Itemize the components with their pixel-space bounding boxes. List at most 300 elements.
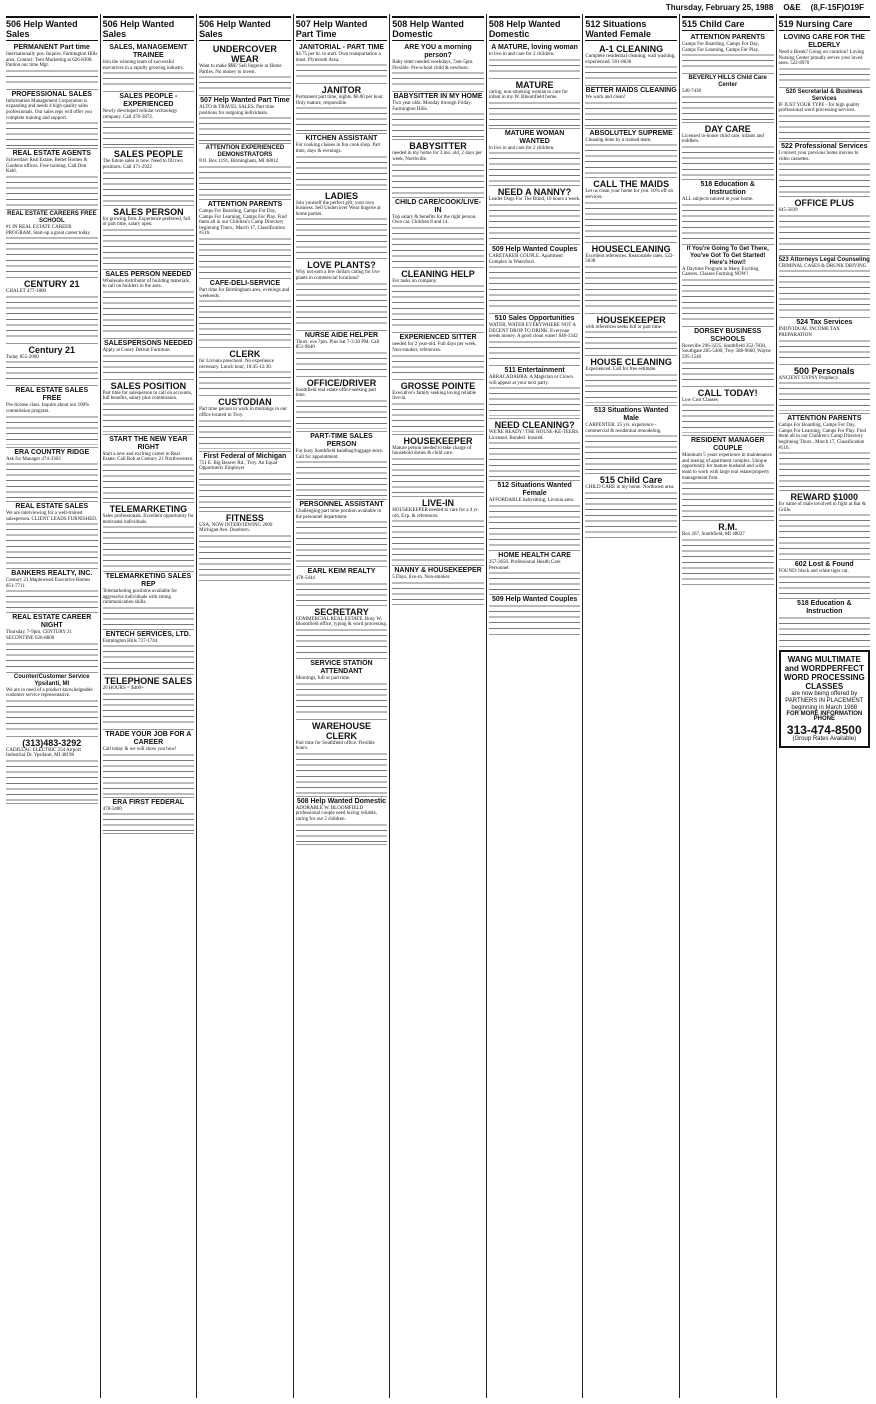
classified-ad: [103, 206, 195, 270]
ad-title: MATURE WOMAN WANTED: [504, 129, 565, 145]
ad-filler-text: [585, 143, 677, 175]
ad-filler-text: [392, 226, 484, 265]
ad-filler-text: [296, 752, 388, 794]
ad-filler-text: [103, 463, 195, 500]
ad-filler-text: [392, 402, 484, 432]
folio-date: Thursday, February 25, 1988: [665, 3, 774, 12]
ad-title: 500 Personals: [794, 365, 855, 376]
ad-filler-text: [6, 121, 98, 146]
classified-ad: [103, 572, 195, 630]
ad-filler-text: [682, 203, 774, 242]
column-5: [390, 14, 487, 1398]
ad-filler-text: [489, 58, 581, 76]
ad-filler-text: [296, 682, 388, 717]
ad-filler-text: [585, 330, 677, 353]
classified-ad: [779, 142, 871, 197]
ad-title: CALL THE MAIDS: [593, 179, 670, 190]
ad-filler-text: [199, 75, 291, 93]
column-9: [777, 14, 873, 1398]
ad-filler-text: [682, 278, 774, 324]
ad-filler-text: [392, 457, 484, 494]
ad-body: AFFORDABLE babysitting, Livonia area.: [488, 498, 574, 504]
ad-body: Permanent part time, nights. $6.00 per hour. Only mature, responsible.: [295, 95, 384, 106]
classified-ad: [296, 190, 388, 260]
ad-body: Executive's family seeking loving reliable live-in.: [392, 390, 477, 402]
ad-title: 520 Secretarial & Business Services: [785, 88, 863, 102]
ad-filler-text: [199, 299, 291, 345]
ad-filler-text: [489, 504, 581, 548]
ad-filler-text: [779, 114, 871, 139]
classified-ad: [296, 659, 388, 720]
ad-body: We are interviewing for a well-trained salesperson. CLIENT LEADS FURNISHED.: [6, 511, 98, 522]
wang-info: FOR MORE INFORMATION PHONE: [786, 710, 863, 723]
section-header: 507 Help Wanted Part Time: [296, 16, 388, 41]
ad-body: FOUND: black and white tiger cat.: [778, 569, 849, 575]
ad-title: EARL KEIM REALTY: [307, 568, 376, 576]
ad-title: SALESPERSONS NEEDED: [104, 339, 193, 347]
classified-ad: [296, 259, 388, 330]
ad-body: ABRACADABRA. A Magician or Clown will appear at your next party.: [488, 374, 573, 386]
ad-filler-text: [585, 491, 677, 535]
ad-body: Pre-license class. Inquire about our 100% commission program.: [6, 403, 90, 414]
ad-title: 513 Situations Wanted Male: [593, 406, 669, 422]
ad-body: Start a new and exciting career in Real Estate. Call Bob at Century 21 Northwestern.: [102, 451, 194, 463]
column-1: [4, 14, 101, 1398]
classified-ad: [6, 569, 98, 613]
ad-body: Baby sitter needed weekdays, 7am-5pm. Flexible. Pre-school child & newborn.: [392, 60, 474, 71]
ad-filler-text: [199, 116, 291, 141]
ad-title: REAL ESTATE SALES: [15, 503, 89, 511]
ad-title: PROFESSIONAL SALES: [11, 90, 92, 98]
ad-title: JANITOR: [321, 85, 362, 96]
classified-ad: [682, 387, 774, 437]
classified-ad: [6, 149, 98, 210]
ad-body: Part time for salesperson to call on accounts, full benefits, salary plus commission.: [102, 390, 192, 402]
section-header: 506 Help Wanted Sales: [6, 16, 98, 41]
ad-filler-text: [779, 381, 871, 411]
ad-body: CADILLAC ELECTRIC 254 Airport Industrial Dr. Ypsilanti, MI 48198: [6, 747, 81, 759]
classified-ad: [296, 134, 388, 189]
ad-body: CRIMINAL CASES & DRUNK DRIVING: [778, 263, 867, 269]
ad-filler-text: [779, 339, 871, 362]
classified-ad: [489, 551, 581, 595]
ad-body: COMMERCIAL REAL ESTATE. Busy W. Bloomfield office, typing & word processing.: [295, 616, 388, 628]
ad-body: Join the winning team of successful executives in a rapidly growing industry.: [102, 60, 185, 71]
ad-body: Sales professionals. Excellent opportunity for motivated individuals.: [102, 513, 194, 525]
ad-title: OFFICE/DRIVER: [306, 377, 377, 388]
classified-ad: [103, 339, 195, 380]
ad-title: SALES PERSON NEEDED: [105, 270, 192, 278]
ad-body: 357-3650. Professional Health Care Personnel: [488, 559, 561, 571]
classified-ad: [296, 43, 388, 84]
ad-title: ERA FIRST FEDERAL: [112, 798, 185, 806]
ad-filler-text: [103, 753, 195, 795]
ad-title: REAL ESTATE CAREERS FREE SCHOOL: [7, 210, 97, 224]
ad-body: Roseville 296-3225, Southfield 352-7830, Southgate 285-5400, Troy 588-9660, Wayne 595-1540: [681, 343, 771, 360]
classified-ad: [199, 396, 291, 451]
ad-filler-text: [296, 582, 388, 603]
ad-filler-text: [199, 534, 291, 578]
ad-body: $4.75 per hr. to start. Own transportation a must. Plymouth Area.: [295, 52, 381, 63]
classified-ad: [103, 798, 195, 835]
ad-title: SALES PEOPLE - EXPERIENCED: [119, 93, 178, 109]
ad-title: A-1 CLEANING: [599, 44, 664, 54]
ad-body: I convert your previous home movies to video cassettes.: [778, 150, 859, 162]
ad-title: PART-TIME SALES PERSON: [310, 432, 373, 448]
ad-filler-text: [585, 101, 677, 126]
ad-title: Counter/Customer Service Ypsilanti, MI: [13, 673, 90, 687]
ad-title: REAL ESTATE CAREER NIGHT: [12, 614, 92, 630]
ad-body: Part time for Southfield office. Flexible hours.: [295, 740, 375, 752]
section-header: 519 Nursing Care: [779, 16, 871, 31]
ad-filler-text: [585, 265, 677, 311]
ad-filler-text: [682, 361, 774, 384]
classified-ad: [682, 245, 774, 327]
section-header: 508 Help Wanted Domestic: [489, 16, 581, 41]
ad-title: UNDERCOVER WEAR: [212, 44, 277, 64]
classified-ad: [779, 365, 871, 415]
ad-filler-text: [585, 434, 677, 471]
ad-filler-text: [103, 71, 195, 89]
folio-section: O&E: [783, 3, 801, 12]
ad-title: 511 Entertainment: [504, 366, 565, 374]
classified-ad: [489, 481, 581, 551]
ad-title: CAFE-DELI-SERVICE: [209, 279, 281, 287]
ad-title: SALES POSITION: [110, 380, 187, 391]
classified-ad: [392, 140, 484, 197]
classified-ad: [585, 86, 677, 129]
classified-ad: [296, 500, 388, 567]
ad-filler-text: [199, 370, 291, 393]
classified-ad: [6, 344, 98, 387]
column-8: [680, 14, 777, 1398]
ad-filler-text: [103, 120, 195, 145]
ad-filler-text: [199, 165, 291, 197]
ad-title: ARE YOU a morning person?: [404, 44, 472, 59]
ad-title: ATTENTION PARENTS: [787, 415, 862, 423]
ad-title: HOME HEALTH CARE: [498, 551, 571, 559]
ad-title: LOVING CARE FOR THE ELDERLY: [783, 34, 865, 49]
ad-body: CARETAKER COUPLE. Apartment Complex in Waterford.: [488, 253, 563, 265]
ad-body: We work and clean!: [585, 95, 626, 101]
ad-filler-text: [489, 101, 581, 126]
ad-title: CUSTODIAN: [218, 397, 272, 408]
ad-body: WATER, WATER EVERYWHERE NOT A DECENT DROP TO DRINK. Everyone needs money. A good clean water! 646-1342: [488, 323, 578, 340]
ad-body: Join yourself the perfect gift; your own business. Sell Undercover Wear lingerie at home parties.: [295, 200, 381, 217]
classified-ad: [296, 331, 388, 377]
ad-title: Century 21: [28, 344, 76, 355]
section-header: 515 Child Care: [682, 16, 774, 31]
classified-ad: [6, 502, 98, 569]
ad-body: Low Cost Classes: [681, 397, 718, 403]
classified-ad: [199, 96, 291, 144]
classified-ad: [103, 730, 195, 798]
ad-body: ALTO & TRAVEL SALES. Part time positions for outgoing individuals.: [199, 105, 275, 116]
ad-title: A MATURE, loving woman: [491, 44, 578, 51]
ad-title: 515 Child Care: [599, 475, 663, 486]
ad-body: 20 HOURS = $400+: [102, 686, 144, 692]
section-header: 506 Help Wanted Sales: [103, 16, 195, 41]
ad-filler-text: [392, 581, 484, 602]
ad-title: DORSEY BUSINESS SCHOOLS: [694, 327, 762, 343]
classified-ad: [585, 243, 677, 314]
ad-body: CARPENTER. 25 yrs. experience - commercial & residential remodeling.: [585, 422, 662, 434]
ad-body: Want to make $$$? Sell lingerie at Home Parties. No money to invest.: [199, 64, 282, 75]
ad-body: Information Management Corporation is expanding and needs 4 high quality sales professionals. Our sales reps will offer you complete training and support.: [6, 98, 92, 121]
ad-filler-text: [489, 151, 581, 183]
classified-ad: [392, 333, 484, 379]
ad-title: 518 Education & Instruction: [797, 599, 852, 615]
classified-ad: [489, 245, 581, 314]
ad-body: HOUSEKEEPER needed to care for a 4 yr. old, Exp. & references.: [392, 507, 479, 519]
ad-filler-text: [6, 462, 98, 499]
ad-title: LADIES: [324, 190, 358, 201]
classified-ad: [392, 497, 484, 566]
ad-title: 509 Help Wanted Couples: [491, 596, 578, 604]
ad-filler-text: [296, 520, 388, 564]
ad-filler-text: [296, 823, 388, 842]
ad-title: HOUSE CLEANING: [590, 357, 672, 368]
classified-ad: [682, 521, 774, 585]
ad-title: NEED A NANNY?: [497, 187, 572, 198]
classified-ad: [296, 567, 388, 606]
folio-page: (8,F-15F)O19F: [810, 3, 864, 12]
ad-filler-text: [779, 451, 871, 488]
classified-ad: [103, 503, 195, 572]
ad-body: Southfield real estate office seeking part time.: [295, 387, 377, 399]
ad-title: (313)483-3292: [22, 737, 82, 748]
ad-title: 523 Attorneys Legal Counseling: [778, 256, 870, 263]
ad-body: 751 E. Big Beaver Rd., Troy. An Equal Opportunity Employer: [199, 460, 278, 472]
ad-body: The future sales is now. Need to fill two positions. Call 471-2922: [102, 159, 183, 170]
ad-body: A Daytime Program in Many Exciting Careers. Classes Forming NOW!: [681, 266, 759, 278]
ad-filler-text: [6, 642, 98, 670]
ad-title: REAL ESTATE AGENTS: [12, 150, 91, 158]
ad-body: needed for 2 year-old. Full days per week. Non-smoker, references.: [392, 342, 477, 353]
classified-ad: [779, 599, 871, 647]
classified-ad: [779, 256, 871, 319]
ad-filler-text: [6, 522, 98, 566]
classified-ad: [296, 606, 388, 659]
ad-body: CHILD CARE in my home. Northwest area.: [585, 485, 675, 491]
ad-body: Mature person needed to take charge of household duties & child care.: [392, 445, 472, 457]
ad-title: HOUSECLEANING: [591, 243, 671, 254]
ad-title: BETTER MAIDS CLEANING: [585, 87, 677, 95]
ad-filler-text: [6, 759, 98, 801]
classified-ad: [103, 675, 195, 730]
classified-ad: [103, 435, 195, 503]
ad-title: HOUSEKEEPER: [596, 314, 666, 325]
ad-title: DAY CARE: [704, 123, 751, 134]
ad-filler-text: [103, 228, 195, 267]
ad-body: We are in need of a product knowledgeable customer service representative.: [6, 687, 93, 699]
wang-slot: [779, 650, 871, 748]
classified-ad: [585, 314, 677, 357]
ad-filler-text: [103, 290, 195, 336]
ad-filler-text: [682, 481, 774, 518]
ad-filler-text: [682, 95, 774, 120]
ad-body: CHALET 477-1800: [6, 289, 47, 295]
classified-ad: [6, 90, 98, 149]
ad-title: EXPERIENCED SITTER: [399, 334, 477, 342]
ad-title: 509 Help Wanted Couples: [491, 245, 578, 253]
ad-title: HOUSEKEEPER: [403, 435, 473, 446]
ad-body: to live in and care for 2 children.: [488, 145, 555, 151]
classified-ad: [585, 474, 677, 538]
ad-title: SECRETARY: [314, 606, 369, 617]
ad-filler-text: [103, 644, 195, 672]
ad-body: WE'RE READY! THE HOUSE-KE-TEERS. Licensed. Bonded. Insured.: [488, 430, 580, 441]
ad-body: 645-5839: [778, 208, 798, 214]
classified-ad: [103, 630, 195, 676]
wang-subtitle: are now being offered by PARTNERS IN PLACEMENT beginning in March 1988: [785, 690, 864, 711]
ad-title: NEED CLEANING?: [494, 420, 575, 431]
ad-title: REAL ESTATE SALES FREE: [15, 387, 89, 403]
ad-body: to live in and care for 2 children.: [488, 52, 555, 57]
ad-body: IF JUST YOUR TYPE - for high quality professional word processing services.: [778, 102, 860, 114]
ad-body: Why not earn a few dollars caring for live plants in commercial locations?: [295, 270, 380, 281]
ad-body: with references seeks full or part time.: [585, 324, 663, 330]
ad-filler-text: [103, 525, 195, 569]
ad-filler-text: [489, 604, 581, 632]
ad-filler-text: [6, 415, 98, 445]
classified-ad: [779, 197, 871, 256]
ad-title: TELEMARKETING: [109, 503, 188, 514]
ad-filler-text: [6, 69, 98, 87]
classified-ad: [779, 560, 871, 599]
ad-filler-text: [296, 460, 388, 497]
ad-title: TRADE YOUR JOB FOR A CAREER: [105, 731, 192, 747]
ad-body: For tasks on company.: [392, 278, 438, 284]
ad-body: Internationally pos. Inquire. Farmington Hills area. Contact: Tom Marketing at 626-8300. Pardon our time Mgr.: [6, 52, 98, 69]
ad-body: Farmington Hills 737-1744: [102, 638, 158, 644]
ad-title: 508 Help Wanted Domestic: [296, 797, 387, 805]
ad-body: Newly developed cellular technology company. Call 476-2872.: [102, 109, 178, 120]
classified-ad: [392, 43, 484, 92]
column-6: [487, 14, 584, 1398]
ad-filler-text: [199, 237, 291, 276]
ad-title: NURSE AIDE HELPER: [304, 331, 379, 339]
ad-title: FITNESS: [225, 512, 264, 523]
ad-filler-text: [489, 340, 581, 363]
classified-ad: [6, 737, 98, 804]
ad-body: 478-5444: [295, 576, 315, 582]
ad-title: BEVERLY HILLS Child Care Center: [688, 75, 767, 89]
classified-ad: [296, 432, 388, 500]
ad-body: Top salary & benefits for the right person. Own car. Children 8 and 14.: [392, 214, 477, 226]
ad-title: RESIDENT MANAGER COUPLE: [690, 437, 765, 453]
ad-filler-text: [296, 217, 388, 256]
classified-ad: [296, 720, 388, 797]
ad-body: USA; NOW INTERVIEWING 2000 Michigan Ave. Dearborn.: [199, 522, 273, 534]
ad-filler-text: [489, 203, 581, 242]
ad-title: LOVE PLANTS?: [307, 260, 376, 271]
ad-filler-text: [392, 519, 484, 563]
classified-ad: [296, 377, 388, 432]
ad-filler-text: [392, 354, 484, 377]
ad-title: WAREHOUSE CLERK: [311, 720, 371, 741]
ad-body: 540-7430: [681, 89, 702, 95]
classified-ad: [779, 88, 871, 142]
ad-body: Schweitzer Real Estate, Better Homes & Gardens offices. Free training. Call Don Kehl.: [6, 158, 88, 175]
ad-title: ABSOLUTELY SUPREME: [589, 129, 673, 137]
column-7: [583, 14, 680, 1398]
ad-filler-text: [682, 145, 774, 177]
ad-body: Complete residential cleaning, wall washing, experienced. 561-8630: [585, 54, 676, 65]
classified-ad: [199, 144, 291, 200]
ad-body: Camps For Boarding, Camps For Day, Camps For Learning, Camps For Play. Find them all in our Children's Camp Directory beginning Thurs., March 17, Classification #516.: [199, 208, 287, 237]
ad-filler-text: [103, 606, 195, 627]
classified-ad: [682, 33, 774, 74]
ad-body: Two year olds. Monday through Friday. Farmington Hills.: [392, 101, 472, 112]
ad-filler-text: [103, 171, 195, 203]
ad-body: for name of male involved in fight at Bar & Grille.: [778, 502, 866, 513]
classified-ad: [6, 386, 98, 447]
classified-ad: [6, 613, 98, 672]
classified-ad: [779, 414, 871, 491]
classified-ad: [682, 180, 774, 245]
ad-body: 478-3400: [102, 806, 122, 812]
classified-ad: [6, 210, 98, 278]
classified-ad: [103, 270, 195, 339]
ad-title: CLEANING HELP: [401, 268, 475, 279]
ad-filler-text: [585, 201, 677, 240]
classified-ad: [489, 366, 581, 419]
classified-ad: [103, 43, 195, 92]
ad-body: Today 855-2000: [6, 354, 39, 360]
ad-title: CHILD CARE/COOK/LIVE-IN: [395, 198, 481, 214]
ad-body: Leader Dogs For The Blind, 10 hours a week.: [488, 197, 581, 203]
ad-filler-text: [682, 53, 774, 71]
classified-ad: [103, 380, 195, 435]
ad-title: 510 Sales Opportunities: [494, 315, 575, 323]
ad-filler-text: [296, 155, 388, 187]
ad-title: ERA COUNTRY RIDGE: [14, 448, 90, 456]
ad-filler-text: [779, 513, 871, 557]
ad-title: TELEPHONE SALES: [104, 676, 193, 687]
ad-filler-text: [296, 282, 388, 328]
ad-filler-text: [296, 351, 388, 374]
ad-filler-text: [296, 63, 388, 81]
classified-ad: [392, 380, 484, 435]
classified-ad: [585, 178, 677, 242]
ad-body: for growing firm. Experience preferred, full or part time, salary open.: [102, 216, 191, 228]
ad-title: OFFICE PLUS: [794, 198, 855, 209]
ad-filler-text: [103, 402, 195, 432]
ad-body: Challenging part time position available in the personnel department.: [295, 509, 382, 520]
classified-ad: [779, 33, 871, 88]
ad-title: KITCHEN ASSISTANT: [305, 135, 378, 143]
ad-title: CENTURY 21: [24, 279, 80, 290]
classified-ad: [199, 43, 291, 96]
ad-title: NANNY & HOUSEKEEPER: [394, 567, 482, 575]
ad-body: For busy Southfield handbag/luggage store. Call for appointment.: [295, 448, 384, 460]
ad-filler-text: [103, 354, 195, 377]
ad-body: Cleaning done by a trained team.: [585, 137, 652, 143]
ad-title: 518 Education & Instruction: [700, 180, 755, 196]
ad-title: BANKERS REALTY, INC.: [11, 570, 93, 578]
ad-filler-text: [489, 386, 581, 416]
ad-filler-text: [103, 692, 195, 727]
ad-filler-text: [585, 373, 677, 403]
ad-title: 512 Situations Wanted Female: [497, 482, 572, 498]
classified-ad: [489, 595, 581, 635]
ad-body: Let us clean your home for you. 10% off on services.: [585, 189, 674, 200]
page-folio: [4, 2, 872, 14]
ad-title: PERSONNEL ASSISTANT: [299, 501, 384, 509]
classified-ad: [199, 512, 291, 581]
ad-body: Thursday, 7-9pm. CENTURY 21 SECONTINE 626-8800: [6, 630, 73, 642]
